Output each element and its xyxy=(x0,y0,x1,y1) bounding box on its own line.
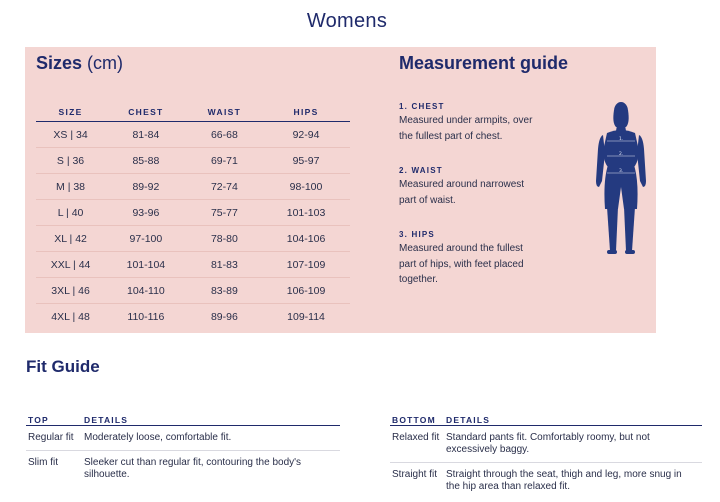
fit-top-table xyxy=(26,405,340,487)
fit-bottom-header-bottom: BOTTOM xyxy=(390,405,444,426)
fit-name-cell: Straight fit xyxy=(392,469,438,480)
chest-cell: 110-116 xyxy=(127,310,165,323)
fit-top-row xyxy=(26,426,340,451)
guide-waist-text: Measured around narrowest part of waist. xyxy=(399,179,525,206)
size-cell: L | 40 xyxy=(36,200,105,226)
size-table-row xyxy=(36,278,350,304)
size-table-header xyxy=(36,102,350,122)
chest-cell: 93-96 xyxy=(105,200,187,226)
guide-hips-text: Measured around the fullest part of hips, with feet placed together. xyxy=(399,243,524,285)
size-cell: M | 38 xyxy=(36,174,105,200)
fit-top-header-details: DETAILS xyxy=(82,405,340,426)
fit-details-cell: Standard pants fit. Comfortably roomy, but not excessively baggy. xyxy=(444,426,702,463)
hips-cell: 101-103 xyxy=(262,200,350,226)
figure-mark-chest: 1. xyxy=(619,137,624,142)
sizes-title xyxy=(36,53,123,74)
sizes-title-text: Sizes xyxy=(36,53,83,73)
guide-hips-heading: 3. HIPS xyxy=(399,230,435,239)
size-table xyxy=(36,102,350,329)
waist-cell: 89-96 xyxy=(210,310,238,323)
guide-waist-heading: 2. WAIST xyxy=(399,166,443,175)
hips-cell: 104-106 xyxy=(262,226,350,252)
size-cell: XXL | 44 xyxy=(36,252,105,278)
chest-cell: 101-104 xyxy=(105,252,187,278)
size-cell: XS | 34 xyxy=(36,122,105,148)
waist-cell: 83-89 xyxy=(187,278,262,304)
fit-top-header-top: TOP xyxy=(26,405,82,426)
hips-cell: 106-109 xyxy=(262,278,350,304)
size-cell: 3XL | 46 xyxy=(36,278,105,304)
fit-bottom-header-details: DETAILS xyxy=(444,405,702,426)
chest-cell: 81-84 xyxy=(105,122,187,148)
hips-cell: 98-100 xyxy=(262,174,350,200)
body-silhouette-icon xyxy=(595,101,649,257)
waist-cell: 78-80 xyxy=(187,226,262,252)
fit-top-row xyxy=(26,451,340,488)
size-table-row xyxy=(36,200,350,226)
fit-details-cell: Straight through the seat, thigh and leg, more snug in the hip area than relaxed fit. xyxy=(446,469,682,492)
hips-cell: 107-109 xyxy=(262,252,350,278)
size-table-row xyxy=(36,122,350,148)
size-chart-panel xyxy=(25,47,656,333)
size-cell: 4XL | 48 xyxy=(51,310,90,323)
header-size: SIZE xyxy=(36,102,105,122)
waist-cell: 81-83 xyxy=(187,252,262,278)
waist-cell: 75-77 xyxy=(187,200,262,226)
size-cell: S | 36 xyxy=(36,148,105,174)
waist-cell: 66-68 xyxy=(187,122,262,148)
chest-cell: 104-110 xyxy=(105,278,187,304)
figure-mark-waist: 2. xyxy=(619,152,624,157)
size-table-row xyxy=(36,148,350,174)
page-title: Womens xyxy=(306,10,388,32)
waist-cell: 69-71 xyxy=(187,148,262,174)
fit-top-header xyxy=(26,405,340,426)
chest-cell: 85-88 xyxy=(105,148,187,174)
size-table-row xyxy=(36,304,350,330)
header-hips: HIPS xyxy=(262,102,350,122)
size-table-row xyxy=(36,252,350,278)
fit-bottom-row xyxy=(390,426,702,463)
guide-chest-text: Measured under armpits, over the fullest part of chest. xyxy=(399,115,533,142)
sizes-unit: (cm) xyxy=(87,53,124,73)
hips-cell: 92-94 xyxy=(262,122,350,148)
fit-bottom-header xyxy=(390,405,702,426)
fit-name-cell: Slim fit xyxy=(28,457,58,468)
fit-name-cell: Regular fit xyxy=(26,426,82,451)
chest-cell: 89-92 xyxy=(105,174,187,200)
fit-bottom-row xyxy=(390,463,702,500)
hips-cell: 95-97 xyxy=(262,148,350,174)
size-cell: XL | 42 xyxy=(36,226,105,252)
guide-chest xyxy=(399,102,539,144)
guide-hips xyxy=(399,230,539,288)
fit-guide-title: Fit Guide xyxy=(26,357,100,376)
guide-chest-heading: 1. CHEST xyxy=(399,102,445,111)
header-waist: WAIST xyxy=(187,102,262,122)
size-table-row xyxy=(36,226,350,252)
measurement-guide-title: Measurement guide xyxy=(399,53,569,73)
guide-waist xyxy=(399,166,539,208)
fit-details-cell: Moderately loose, comfortable fit. xyxy=(82,426,340,451)
fit-bottom-table xyxy=(390,405,702,499)
fit-name-cell: Relaxed fit xyxy=(390,426,444,463)
hips-cell: 109-114 xyxy=(287,310,325,323)
size-table-row xyxy=(36,174,350,200)
fit-details-cell: Sleeker cut than regular fit, contouring the body's silhouette. xyxy=(84,457,302,480)
header-chest: CHEST xyxy=(105,102,187,122)
figure-mark-hips: 3. xyxy=(619,169,624,174)
chest-cell: 97-100 xyxy=(105,226,187,252)
waist-cell: 72-74 xyxy=(187,174,262,200)
